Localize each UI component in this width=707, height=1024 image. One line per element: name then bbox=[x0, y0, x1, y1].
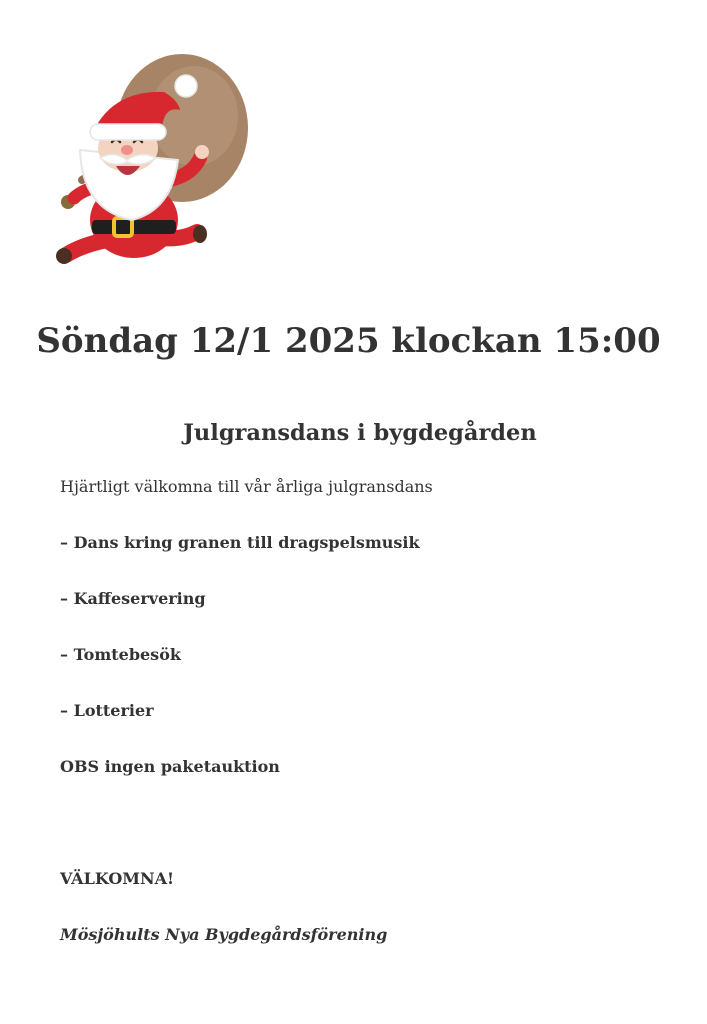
event-datetime-headline: Söndag 12/1 2025 klockan 15:00 bbox=[36, 321, 661, 361]
activity-item: – Lotterier bbox=[60, 701, 154, 720]
activity-item: – Kaffeservering bbox=[60, 589, 206, 608]
santa-claus-icon bbox=[52, 50, 252, 268]
event-title: Julgransdans i bygdegården bbox=[183, 420, 537, 446]
activity-item: – Tomtebesök bbox=[60, 645, 181, 664]
welcome-text: VÄLKOMNA! bbox=[60, 869, 175, 888]
organizer-name: Mösjöhults Nya Bygdegårdsförening bbox=[60, 925, 388, 944]
note-text: OBS ingen paketauktion bbox=[60, 757, 280, 776]
intro-text: Hjärtligt välkomna till vår årliga julgransdans bbox=[60, 477, 433, 496]
activity-item: – Dans kring granen till dragspelsmusik bbox=[60, 533, 420, 552]
